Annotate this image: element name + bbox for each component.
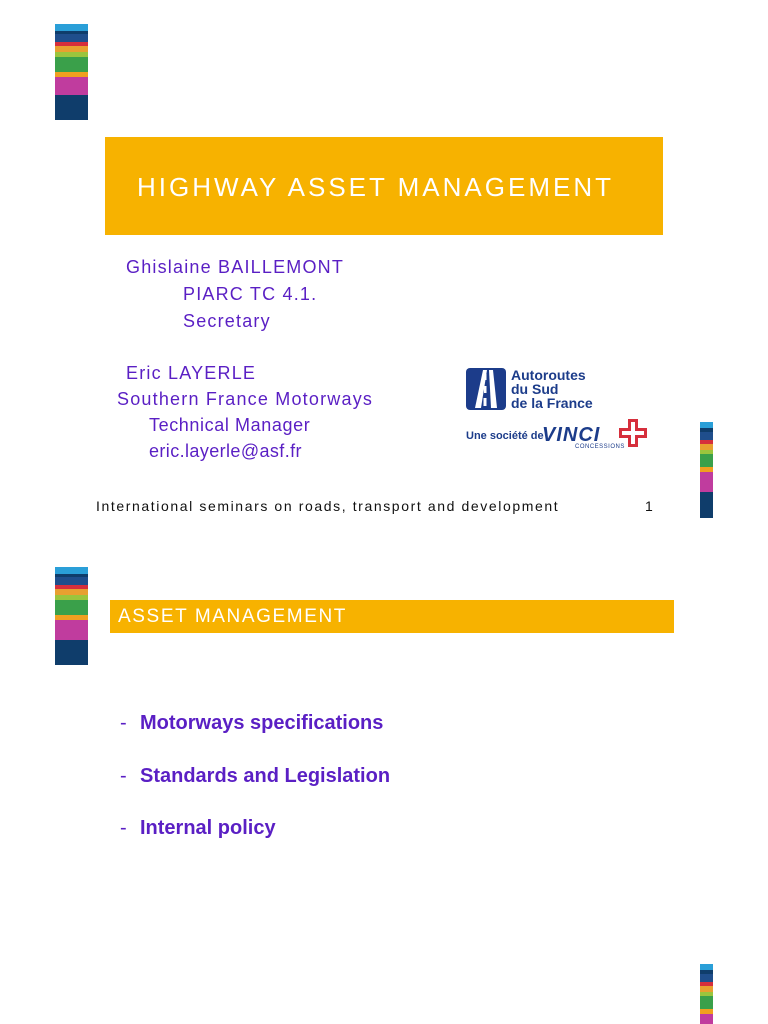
asf-vinci-logo [466, 366, 656, 452]
logo-brand: VINCI [542, 424, 601, 446]
author2-name: Eric LAYERLE [126, 363, 257, 383]
slide-title: HIGHWAY ASSET MANAGEMENT [137, 172, 614, 202]
decorative-stripe-mid-right [700, 422, 713, 518]
author2-org: Southern France Motorways [117, 389, 374, 409]
page-number: 1 [645, 498, 653, 514]
bullet-item: - Standards and Legislation [120, 765, 391, 787]
logo-line2: du Sud [511, 381, 559, 397]
logo-tagline: Une société de [466, 430, 544, 442]
vinci-cross-icon [619, 419, 647, 447]
logo-line3: de la France [511, 395, 593, 411]
decorative-stripe-top [55, 24, 88, 120]
asf-road-icon [466, 368, 506, 410]
author1-role: Secretary [183, 311, 271, 331]
author1-org: PIARC TC 4.1. [183, 284, 318, 304]
author1-name: Ghislaine BAILLEMONT [126, 257, 345, 277]
section-title: ASSET MANAGEMENT [118, 606, 348, 627]
title-banner [105, 137, 663, 235]
decorative-stripe-slide2 [55, 567, 88, 665]
decorative-stripe-bottom-right [700, 964, 713, 1024]
author2-role: Technical Manager [149, 415, 311, 435]
logo-line1: Autoroutes [511, 367, 586, 383]
slide-footer: International seminars on roads, transport and development [96, 498, 560, 514]
logo-brand-sub: CONCESSIONS [575, 444, 625, 450]
author2-email: eric.layerle@asf.fr [149, 441, 302, 461]
section-banner [110, 600, 674, 633]
bullet-item: - Internal policy [120, 817, 276, 839]
bullet-item: - Motorways specifications [120, 712, 384, 734]
